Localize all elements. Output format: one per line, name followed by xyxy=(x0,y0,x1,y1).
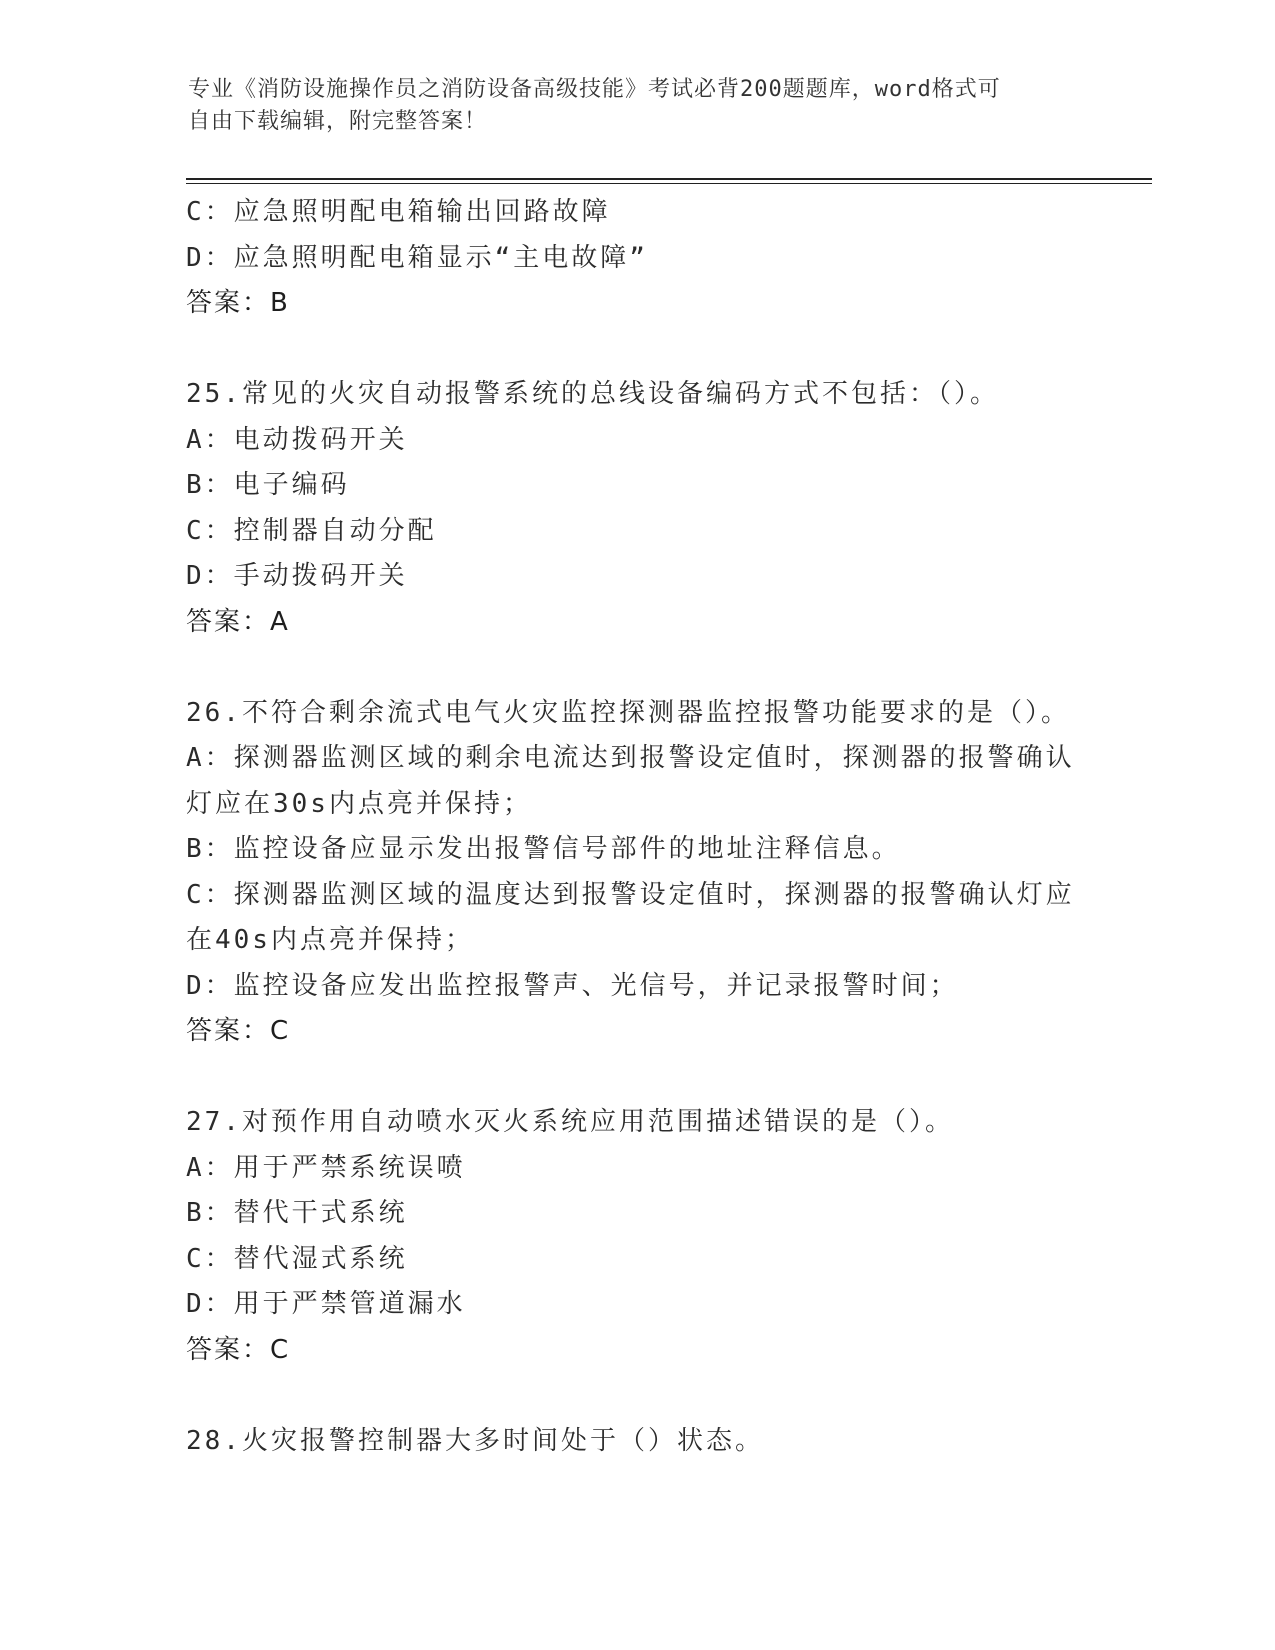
option-a-continued: 灯应在30s内点亮并保持； xyxy=(186,788,532,819)
spacer xyxy=(186,645,1086,691)
option-c: C：控制器自动分配 xyxy=(186,515,437,546)
document-body xyxy=(186,190,1086,1464)
header-rule-thick xyxy=(186,178,1152,180)
spacer xyxy=(186,1055,1086,1101)
question-stem: 26.不符合剩余流式电气火灾监控探测器监控报警功能要求的是（）。 xyxy=(186,697,1070,728)
option-c: C：应急照明配电箱输出回路故障 xyxy=(186,197,611,227)
question-24-continued xyxy=(186,190,1086,327)
option-c: C：替代湿式系统 xyxy=(186,1243,408,1274)
option-b: B：电子编码 xyxy=(186,470,350,500)
option-d: D：手动拨码开关 xyxy=(186,561,408,591)
question-stem: 27.对预作用自动喷水灭火系统应用范围描述错误的是（）。 xyxy=(186,1107,954,1137)
answer-line: 答案：C xyxy=(186,1334,291,1365)
option-d: D：应急照明配电箱显示“主电故障” xyxy=(186,242,648,273)
document-header xyxy=(188,74,1068,138)
option-c-continued: 在40s内点亮并保持； xyxy=(186,925,474,955)
question-26 xyxy=(186,691,1086,1055)
header-rule-thin xyxy=(186,183,1152,184)
option-b: B：替代干式系统 xyxy=(186,1198,408,1228)
header-line-2: 自由下载编辑，附完整答案！ xyxy=(188,109,488,134)
answer-line: 答案：C xyxy=(186,1016,291,1046)
option-a: A：用于严禁系统误喷 xyxy=(186,1152,466,1183)
question-stem: 25.常见的火灾自动报警系统的总线设备编码方式不包括：（）。 xyxy=(186,379,999,409)
question-stem: 28.火灾报警控制器大多时间处于（）状态。 xyxy=(186,1425,764,1456)
option-b: B：监控设备应显示发出报警信号部件的地址注释信息。 xyxy=(186,834,901,864)
option-d: D：用于严禁管道漏水 xyxy=(186,1289,466,1319)
option-a: A：探测器监测区域的剩余电流达到报警设定值时，探测器的报警确认 xyxy=(186,743,1075,773)
answer-line: 答案：B xyxy=(186,288,290,318)
question-28 xyxy=(186,1419,1086,1465)
option-c: C：探测器监测区域的温度达到报警设定值时，探测器的报警确认灯应 xyxy=(186,879,1075,910)
question-25 xyxy=(186,372,1086,645)
option-a: A：电动拨码开关 xyxy=(186,424,408,455)
answer-line: 答案：A xyxy=(186,606,290,637)
option-d: D：监控设备应发出监控报警声、光信号，并记录报警时间； xyxy=(186,970,959,1001)
spacer xyxy=(186,327,1086,373)
spacer xyxy=(186,1373,1086,1419)
question-27 xyxy=(186,1100,1086,1373)
header-line-1: 专业《消防设施操作员之消防设备高级技能》考试必背200题题库，word格式可 xyxy=(188,77,1001,102)
